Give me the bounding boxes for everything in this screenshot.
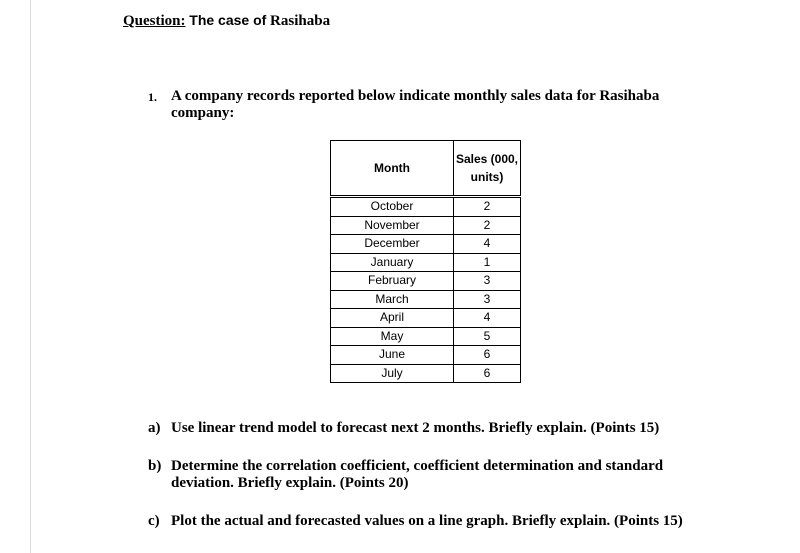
task-c-text: Plot the actual and forecasted values on a line graph. Briefly explain. (Points 15) — [171, 513, 683, 529]
question-text: The case of — [189, 12, 267, 28]
sales-cell: 1 — [454, 253, 521, 272]
table-row — [331, 327, 521, 346]
header-sales: Sales (000, units) — [454, 141, 521, 197]
sales-cell: 3 — [454, 290, 521, 309]
month-cell: March — [331, 290, 454, 309]
sales-cell: 4 — [454, 309, 521, 328]
sales-cell: 2 — [454, 197, 521, 217]
sales-cell: 6 — [454, 346, 521, 365]
header-month: Month — [331, 141, 454, 197]
table-header-row — [331, 141, 521, 197]
table-row — [331, 197, 521, 217]
task-b-label: b) — [148, 458, 162, 474]
table-row — [331, 235, 521, 254]
month-cell: February — [331, 272, 454, 291]
table-row — [331, 272, 521, 291]
month-cell: November — [331, 216, 454, 235]
month-cell: May — [331, 327, 454, 346]
page-left-edge — [30, 0, 31, 553]
table-row — [331, 364, 521, 383]
sales-cell: 5 — [454, 327, 521, 346]
intro-number: 1. — [148, 90, 157, 104]
table-row — [331, 253, 521, 272]
month-cell: December — [331, 235, 454, 254]
sales-table — [330, 140, 521, 383]
month-cell: January — [331, 253, 454, 272]
question-title — [123, 12, 330, 30]
sales-cell: 3 — [454, 272, 521, 291]
task-a-label: a) — [148, 420, 161, 436]
task-a-text: Use linear trend model to forecast next 2 months. Briefly explain. (Points 15) — [171, 420, 660, 436]
question-label: Question: — [123, 13, 186, 29]
question-company-name: Rasihaba — [270, 13, 331, 29]
table-row — [331, 216, 521, 235]
month-cell: October — [331, 197, 454, 217]
table-row — [331, 290, 521, 309]
sales-cell: 4 — [454, 235, 521, 254]
task-c-label: c) — [148, 513, 160, 529]
sales-cell: 6 — [454, 364, 521, 383]
table-row — [331, 346, 521, 365]
month-cell: June — [331, 346, 454, 365]
intro-text: A company records reported below indicate monthly sales data for Rasihaba company: — [171, 88, 660, 121]
month-cell: July — [331, 364, 454, 383]
table-row — [331, 309, 521, 328]
month-cell: April — [331, 309, 454, 328]
sales-cell: 2 — [454, 216, 521, 235]
task-b-text: Determine the correlation coefficient, coefficient determination and standard deviation. Briefly explain. (Points 20) — [171, 458, 664, 491]
